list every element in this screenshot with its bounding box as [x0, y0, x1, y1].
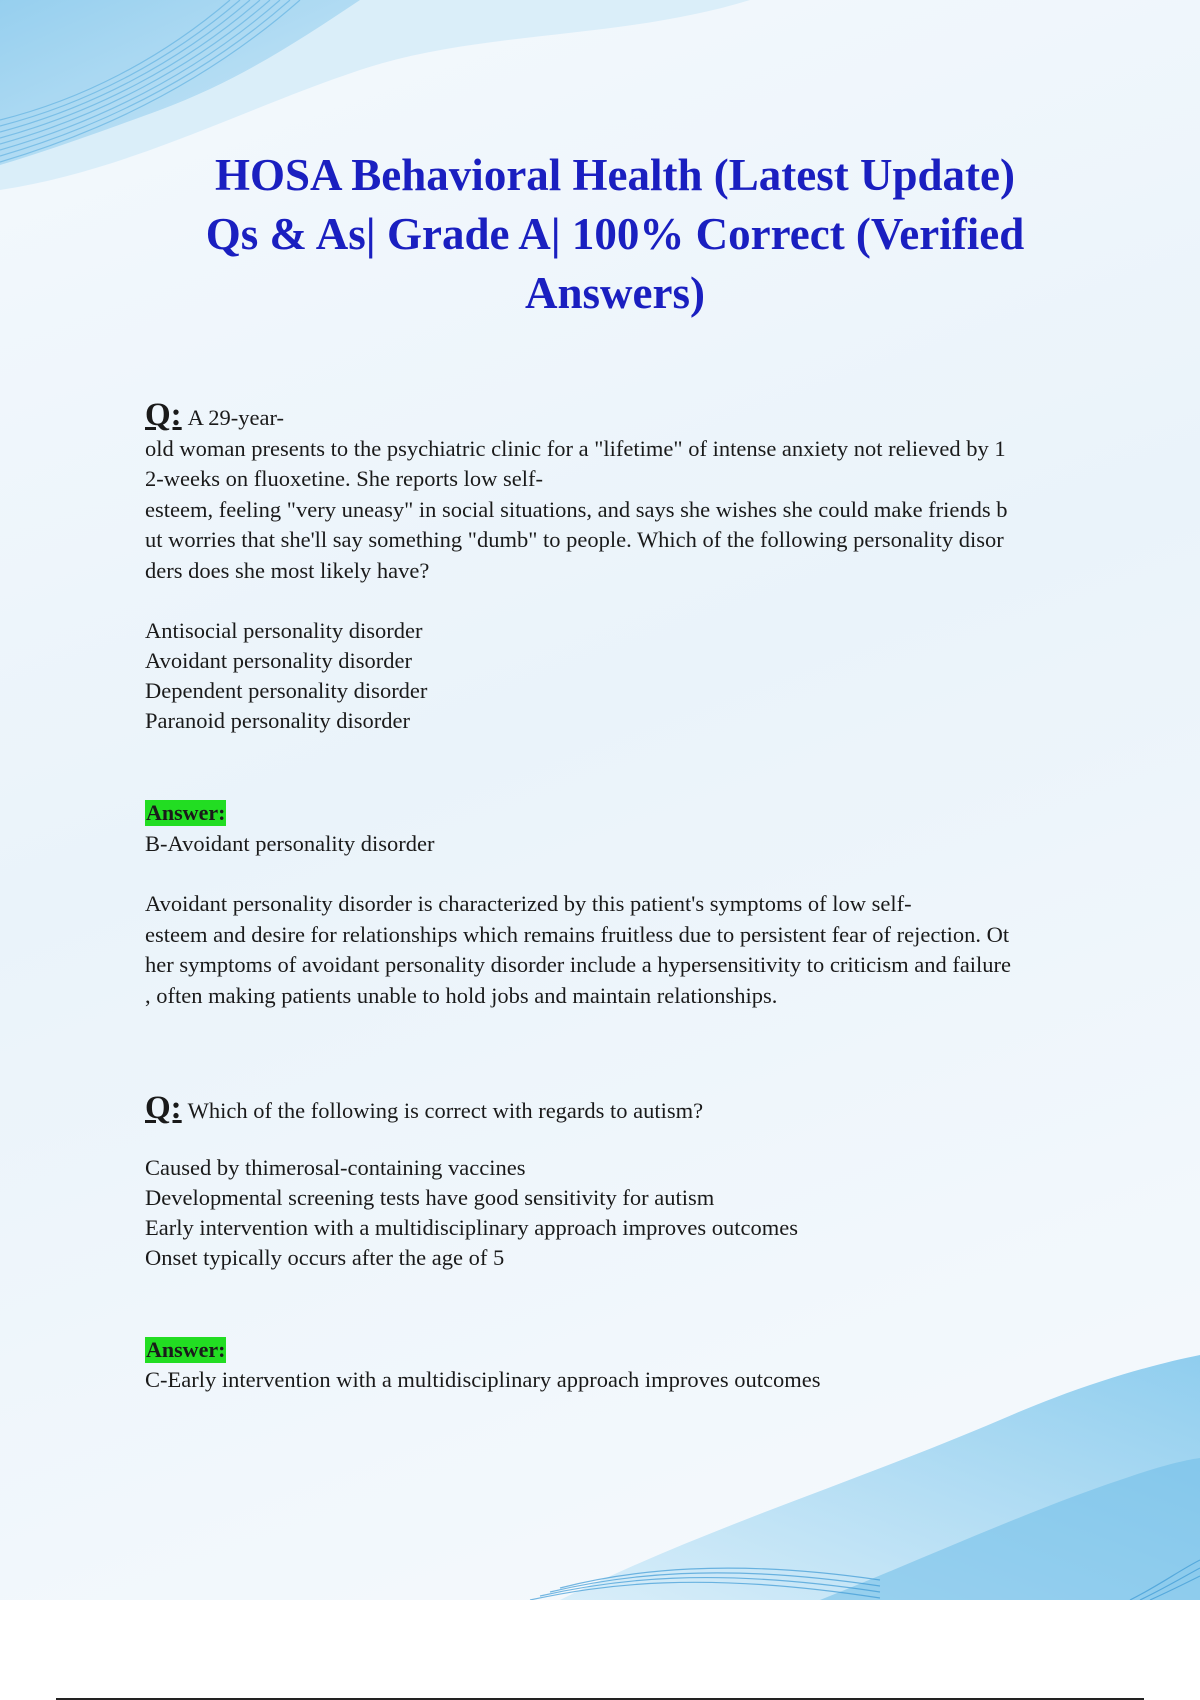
explanation [145, 889, 1090, 1011]
explanation-line: , often making patients unable to hold jobs and maintain relationships. [145, 982, 778, 1008]
answer-options [145, 1153, 1090, 1273]
document-title [120, 146, 1110, 323]
answer-section [145, 798, 1090, 859]
question-line: A 29-year- [187, 405, 285, 430]
title-line: HOSA Behavioral Health (Latest Update) [215, 150, 1015, 200]
qa-content [145, 397, 1090, 1396]
option-item: Dependent personality disorder [145, 678, 428, 703]
question-line: esteem, feeling "very uneasy" in social situations, and says she wishes she could make friends b [145, 496, 1008, 522]
option-item: Paranoid personality disorder [145, 708, 410, 733]
answer-section [145, 1335, 1090, 1396]
question-label: Q: [145, 1090, 182, 1126]
option-item: Antisocial personality disorder [145, 618, 423, 643]
title-line: Qs & As| Grade A| 100% Correct (Verified [205, 209, 1025, 259]
question-line: ders does she most likely have? [145, 557, 430, 583]
option-item: Developmental screening tests have good sensitivity for autism [145, 1184, 715, 1210]
question-label: Q: [145, 397, 182, 433]
question-text [145, 1090, 1090, 1127]
option-item: Caused by thimerosal-containing vaccines [145, 1154, 526, 1180]
answer-text: C-Early intervention with a multidisciplinary approach improves outcomes [145, 1367, 821, 1392]
option-item: Avoidant personality disorder [145, 648, 413, 673]
question-1 [145, 397, 1090, 1011]
question-text [145, 397, 1090, 434]
answer-label: Answer: [146, 800, 226, 825]
explanation-line: Avoidant personality disorder is characterized by this patient's symptoms of low self- [145, 891, 912, 916]
answer-options [145, 616, 1090, 736]
question-line: Which of the following is correct with regards to autism? [187, 1098, 704, 1123]
question-line: 2-weeks on fluoxetine. She reports low self- [145, 466, 544, 491]
question-2 [145, 1090, 1090, 1396]
title-line: Answers) [525, 268, 705, 318]
explanation-line: esteem and desire for relationships which remains fruitless due to persistent fear of rejection. Ot [145, 921, 1010, 947]
option-item: Early intervention with a multidisciplinary approach improves outcomes [145, 1214, 798, 1240]
explanation-line: her symptoms of avoidant personality disorder include a hypersensitivity to criticism and failure [145, 952, 1012, 977]
option-item: Onset typically occurs after the age of 5 [145, 1244, 505, 1270]
answer-label: Answer: [146, 1336, 226, 1362]
question-line: old woman presents to the psychiatric clinic for a "lifetime" of intense anxiety not relieved by 1 [145, 435, 1006, 461]
answer-text: B-Avoidant personality disorder [145, 830, 435, 856]
question-line: ut worries that she'll say something "dumb" to people. Which of the following personality disor [145, 527, 1004, 552]
